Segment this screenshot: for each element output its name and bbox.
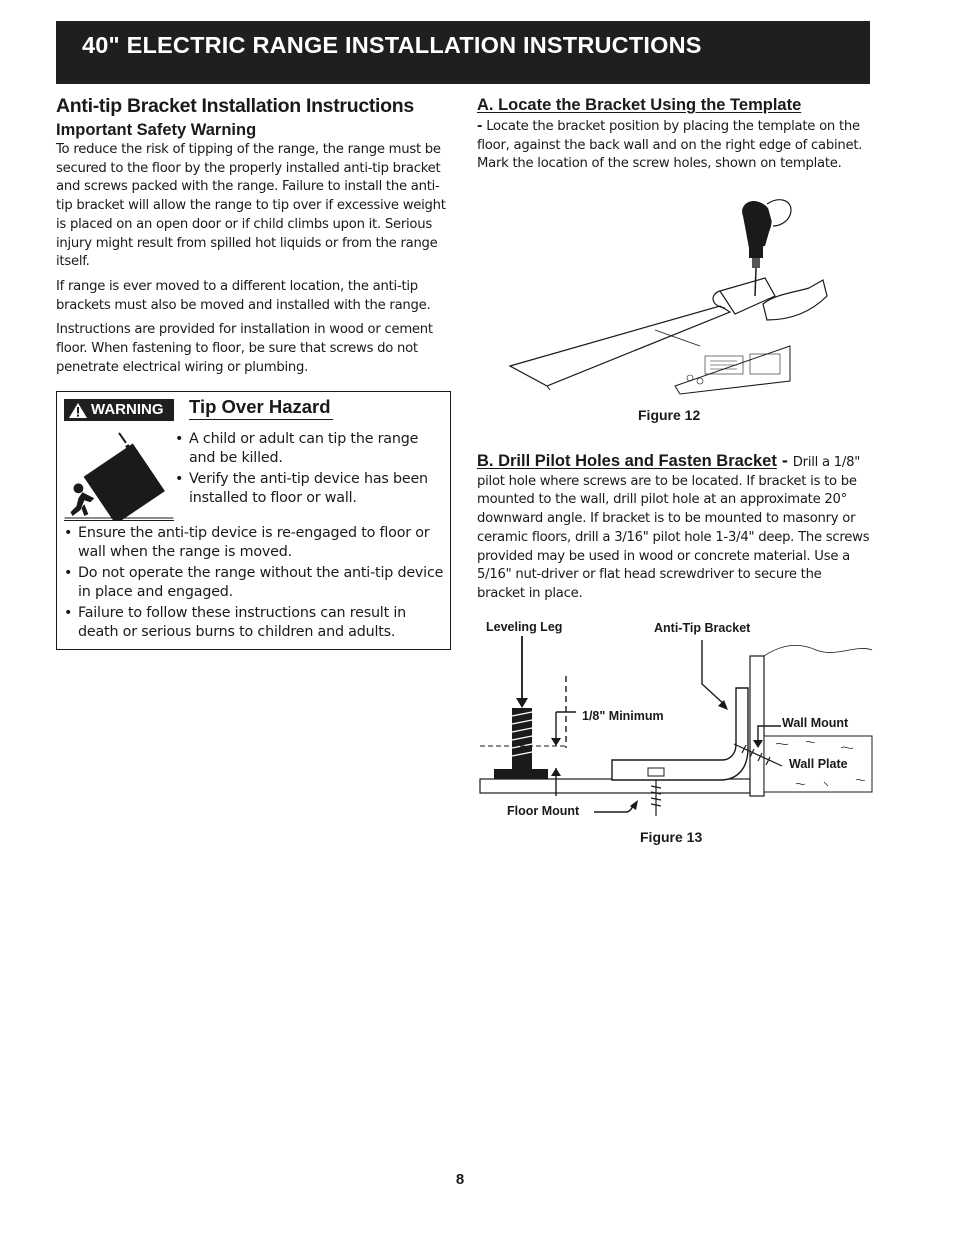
safety-warning-heading: Important Safety Warning bbox=[56, 121, 257, 139]
section-a-text bbox=[477, 118, 872, 174]
warning-box bbox=[56, 391, 451, 650]
anti-tip-bracket-label: Anti-Tip Bracket bbox=[654, 621, 751, 635]
right-column bbox=[477, 94, 872, 174]
section-b-heading: B. Drill Pilot Holes and Fasten Bracket bbox=[477, 452, 777, 470]
section-heading: Anti-tip Bracket Installation Instructions bbox=[56, 95, 414, 117]
wall-plate-label: Wall Plate bbox=[789, 757, 848, 771]
section-b bbox=[477, 452, 872, 604]
left-column bbox=[56, 94, 451, 377]
warning-bullets-bottom bbox=[64, 524, 444, 644]
section-a-dash: - bbox=[477, 119, 483, 134]
paragraph-1: To reduce the risk of tipping of the range, the range must be secured to the floor by the properly installed anti-tip bracket and screws packed with the range. Failure to install the anti-tip bracket will allow the range to tip over if excessive weight is placed on an open door or if child climbs upon it. Serious injury might result from spilled hot liquids or from the range itself. bbox=[56, 142, 446, 270]
page-number: 8 bbox=[455, 1171, 465, 1188]
tip-over-hazard-icon bbox=[64, 425, 174, 521]
figure-13-illustration bbox=[476, 636, 876, 826]
warning-title: Tip Over Hazard bbox=[189, 395, 333, 420]
list-item: • Failure to follow these instructions can result in death or serious burns to children and adults. bbox=[64, 604, 444, 641]
section-a-body: Locate the bracket position by placing the template on the floor, against the back wall and on the right edge of cabinet. Mark the location of the screw holes, shown on template. bbox=[477, 119, 863, 172]
warning-label bbox=[64, 399, 174, 421]
paragraph-3: Instructions are provided for installation in wood or cement floor. When fastening to floor, be sure that screws do not penetrate electrical wiring or plumbing. bbox=[56, 322, 433, 375]
figure-12-caption: Figure 12 bbox=[638, 407, 701, 423]
warning-bullets-top bbox=[175, 430, 445, 510]
list-item: • A child or adult can tip the range and be killed. bbox=[175, 430, 445, 467]
section-b-text bbox=[477, 452, 872, 604]
list-item: • Verify the anti-tip device has been installed to floor or wall. bbox=[175, 470, 445, 507]
warning-triangle-icon bbox=[68, 402, 88, 419]
list-item: • Ensure the anti-tip device is re-engaged to floor or wall when the range is moved. bbox=[64, 524, 444, 561]
list-item: • Do not operate the range without the anti-tip device in place and engaged. bbox=[64, 564, 444, 601]
paragraph-2: If range is ever moved to a different location, the anti-tip brackets must also be moved and installed with the range. bbox=[56, 278, 431, 313]
wall-mount-label: Wall Mount bbox=[782, 716, 849, 730]
figure-13-caption: Figure 13 bbox=[640, 829, 703, 845]
section-b-body: Drill a 1/8" pilot hole where screws are to be located. If bracket is to be mounted to the wall, drill pilot hole at an approximate 20° downward angle. If bracket is to be mounted to masonry or ceramic floors, drill a 3/16" pilot hole 1-3/4" deep. The screws provided may be used in wood or concrete material. Use a 5/16" nut-driver or flat head screwdriver to secure the bracket in place. bbox=[477, 455, 870, 601]
banner-title: 40" ELECTRIC RANGE INSTALLATION INSTRUCTIONS bbox=[82, 32, 702, 58]
figure-12-illustration bbox=[505, 196, 835, 396]
floor-mount-label: Floor Mount bbox=[507, 804, 580, 818]
section-a-heading: A. Locate the Bracket Using the Template bbox=[477, 96, 802, 114]
warning-label-text: WARNING bbox=[91, 401, 164, 418]
leveling-leg-label: Leveling Leg bbox=[486, 620, 563, 634]
minimum-label: 1/8" Minimum bbox=[582, 709, 664, 723]
page-banner bbox=[56, 21, 870, 84]
section-b-dash: - bbox=[776, 452, 793, 470]
